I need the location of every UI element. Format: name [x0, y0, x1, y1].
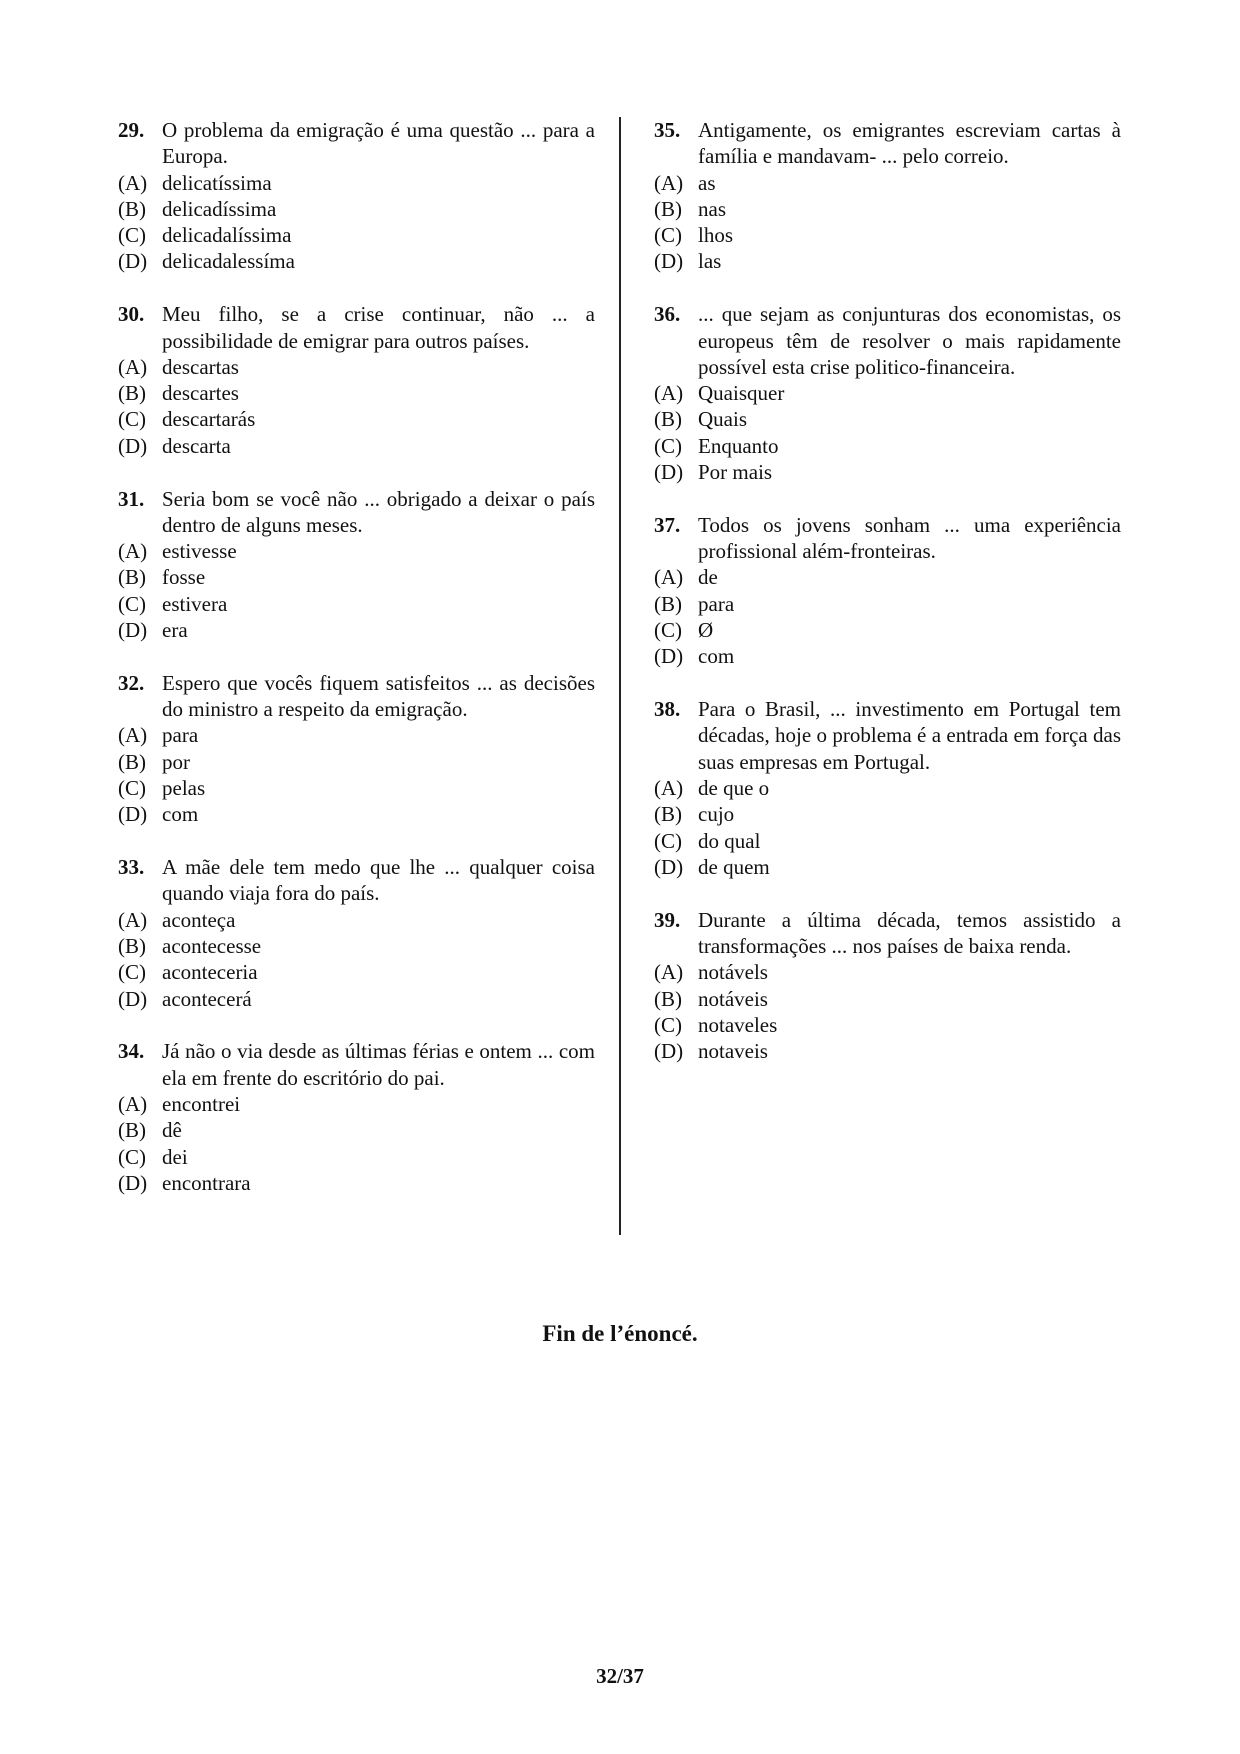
- option-b: [654, 986, 1121, 1012]
- option-text: descarta: [162, 433, 231, 458]
- option-text: Por mais: [698, 460, 773, 485]
- option-letter: (A): [118, 539, 148, 564]
- options-list: [654, 564, 1121, 669]
- option-letter: (B): [118, 934, 146, 959]
- option-text: as: [698, 170, 716, 195]
- question-number: 34.: [118, 1039, 145, 1064]
- question-number: 39.: [654, 907, 681, 932]
- option-b: [118, 1117, 595, 1143]
- option-a: [118, 1091, 595, 1117]
- option-text: delicadalíssima: [162, 223, 292, 248]
- option-b: [118, 933, 595, 959]
- option-letter: (B): [118, 196, 146, 221]
- option-letter: (A): [654, 565, 684, 590]
- option-d: [118, 801, 595, 827]
- option-letter: (B): [118, 749, 146, 774]
- option-c: [654, 1012, 1121, 1038]
- option-letter: (C): [118, 776, 146, 801]
- option-d: [654, 854, 1121, 880]
- option-letter: (D): [654, 249, 684, 274]
- option-d: [654, 459, 1121, 485]
- option-a: [118, 538, 595, 564]
- question-number: 32.: [118, 670, 145, 695]
- option-b: [118, 564, 595, 590]
- question-number: 29.: [118, 118, 145, 142]
- question-number: 33.: [118, 855, 145, 880]
- option-letter: (A): [654, 381, 684, 406]
- option-letter: (C): [118, 407, 146, 432]
- option-text: delicatíssima: [162, 170, 272, 195]
- option-text: estivera: [162, 591, 228, 616]
- left-column: [118, 117, 595, 1223]
- option-letter: (C): [654, 828, 682, 853]
- option-c: [118, 959, 595, 985]
- option-c: [118, 775, 595, 801]
- option-d: [118, 986, 595, 1012]
- question-38: [654, 696, 1121, 880]
- option-text: notávels: [698, 960, 768, 985]
- question-text: Meu filho, se a crise continuar, não ... a possibilidade de emigrar para outros países.: [162, 302, 595, 353]
- option-letter: (C): [654, 1012, 682, 1037]
- option-text: dei: [162, 1144, 188, 1169]
- option-text: notáveis: [698, 986, 768, 1011]
- option-a: [654, 380, 1121, 406]
- option-letter: (D): [654, 460, 684, 485]
- options-list: [654, 170, 1121, 275]
- question-number: 38.: [654, 697, 681, 722]
- option-text: com: [698, 644, 735, 669]
- question-29: [118, 117, 595, 275]
- option-letter: (A): [118, 1092, 148, 1116]
- column-divider: [619, 117, 621, 1235]
- option-text: pelas: [162, 776, 206, 801]
- option-letter: (C): [118, 591, 146, 616]
- option-d: [654, 248, 1121, 274]
- option-letter: (B): [654, 407, 682, 432]
- option-text: delicadíssima: [162, 196, 277, 221]
- option-c: [118, 1144, 595, 1170]
- option-letter: (B): [654, 196, 682, 221]
- options-list: [118, 722, 595, 827]
- option-letter: (C): [654, 433, 682, 458]
- option-text: descartarás: [162, 407, 256, 432]
- question-text: O problema da emigração é uma questão ... para a Europa.: [162, 118, 595, 169]
- option-letter: (A): [654, 960, 684, 985]
- option-text: lhos: [698, 223, 734, 248]
- question-text: ... que sejam as conjunturas dos economistas, os europeus têm de resolver o mais rapidamente possível esta crise politico-financeira.: [698, 302, 1121, 379]
- question-number: 35.: [654, 118, 681, 142]
- option-text: era: [162, 618, 188, 643]
- end-of-statement: Fin de l’énoncé.: [542, 1321, 698, 1346]
- option-c: [654, 222, 1121, 248]
- option-text: de quem: [698, 854, 770, 879]
- option-letter: (B): [118, 1118, 146, 1143]
- option-letter: (C): [654, 618, 682, 643]
- option-text: encontrei: [162, 1092, 241, 1116]
- option-text: Quais: [698, 407, 747, 432]
- option-d: [654, 1038, 1121, 1064]
- option-letter: (A): [118, 907, 148, 932]
- option-a: [654, 564, 1121, 590]
- question-34: [118, 1038, 595, 1196]
- option-letter: (B): [654, 986, 682, 1011]
- question-37: [654, 512, 1121, 670]
- option-a: [118, 722, 595, 748]
- option-letter: (A): [654, 776, 684, 801]
- options-list: [118, 1091, 595, 1196]
- option-text: estivesse: [162, 539, 237, 564]
- options-list: [654, 380, 1121, 485]
- option-text: de que o: [698, 776, 770, 801]
- option-letter: (D): [654, 644, 684, 669]
- option-letter: (D): [118, 249, 148, 274]
- option-text: Quaisquer: [698, 381, 785, 406]
- option-letter: (D): [118, 802, 148, 827]
- question-30: [118, 301, 595, 459]
- option-c: [654, 617, 1121, 643]
- question-text: Para o Brasil, ... investimento em Portugal tem décadas, hoje o problema é a entrada em força das suas empresas em Portugal.: [698, 697, 1121, 774]
- question-39: [654, 907, 1121, 1065]
- option-letter: (B): [118, 565, 146, 590]
- option-a: [118, 354, 595, 380]
- right-column: [654, 117, 1121, 1091]
- option-letter: (C): [118, 960, 146, 985]
- option-a: [118, 907, 595, 933]
- option-text: com: [162, 802, 199, 827]
- option-b: [654, 591, 1121, 617]
- question-text: Espero que vocês fiquem satisfeitos ... as decisões do ministro a respeito da emigração.: [162, 670, 595, 722]
- option-c: [118, 222, 595, 248]
- question-33: [118, 854, 595, 1012]
- option-b: [654, 406, 1121, 432]
- option-text: encontrara: [162, 1170, 251, 1195]
- option-c: [654, 828, 1121, 854]
- option-a: [654, 170, 1121, 196]
- option-text: aconteça: [162, 907, 236, 932]
- question-number: 31.: [118, 486, 145, 511]
- option-text: de: [698, 565, 718, 590]
- option-text: notaveles: [698, 1012, 778, 1037]
- option-text: las: [698, 249, 722, 274]
- option-text: acontecesse: [162, 934, 262, 959]
- option-letter: (A): [118, 723, 148, 748]
- option-text: cujo: [698, 802, 735, 827]
- option-text: Ø: [698, 618, 714, 643]
- question-text: Seria bom se você não ... obrigado a deixar o país dentro de alguns meses.: [162, 486, 595, 537]
- option-d: [118, 1170, 595, 1196]
- option-letter: (A): [118, 354, 148, 379]
- question-32: [118, 670, 595, 828]
- question-text: Durante a última década, temos assistido a transformações ... nos países de baixa renda.: [698, 907, 1121, 959]
- option-a: [654, 959, 1121, 985]
- option-c: [654, 433, 1121, 459]
- option-c: [118, 406, 595, 432]
- option-text: do qual: [698, 828, 761, 853]
- option-letter: (B): [118, 381, 146, 406]
- option-letter: (D): [118, 618, 148, 643]
- option-letter: (A): [654, 170, 684, 195]
- option-letter: (D): [118, 1170, 148, 1195]
- option-c: [118, 591, 595, 617]
- option-text: fosse: [162, 565, 206, 590]
- options-list: [118, 170, 595, 275]
- option-a: [654, 775, 1121, 801]
- option-text: nas: [698, 196, 726, 221]
- option-a: [118, 170, 595, 196]
- option-text: para: [698, 591, 735, 616]
- question-text: A mãe dele tem medo que lhe ... qualquer coisa quando viaja fora do país.: [162, 855, 595, 906]
- option-letter: (D): [654, 854, 684, 879]
- option-text: por: [162, 749, 190, 774]
- options-list: [118, 907, 595, 1012]
- option-letter: (A): [118, 170, 148, 195]
- option-d: [118, 248, 595, 274]
- option-text: Enquanto: [698, 433, 779, 458]
- option-letter: (D): [118, 433, 148, 458]
- option-text: acontecerá: [162, 986, 252, 1011]
- option-b: [118, 380, 595, 406]
- options-list: [654, 959, 1121, 1064]
- question-number: 37.: [654, 512, 681, 537]
- option-letter: (C): [118, 223, 146, 248]
- page-number: 32/37: [596, 1664, 644, 1688]
- options-list: [654, 775, 1121, 880]
- option-text: para: [162, 723, 199, 748]
- option-b: [118, 196, 595, 222]
- question-text: Antigamente, os emigrantes escreviam cartas à família e mandavam- ... pelo correio.: [698, 118, 1121, 169]
- option-d: [654, 643, 1121, 669]
- options-list: [118, 354, 595, 459]
- option-text: descartas: [162, 354, 239, 379]
- option-letter: (C): [118, 1144, 146, 1169]
- question-text: Já não o via desde as últimas férias e ontem ... com ela em frente do escritório do pai.: [162, 1039, 595, 1090]
- option-d: [118, 433, 595, 459]
- question-36: [654, 301, 1121, 485]
- question-number: 30.: [118, 302, 145, 327]
- option-text: delicadalessíma: [162, 249, 295, 274]
- option-b: [118, 749, 595, 775]
- question-number: 36.: [654, 302, 681, 327]
- options-list: [118, 538, 595, 643]
- option-letter: (D): [118, 986, 148, 1011]
- option-letter: (B): [654, 591, 682, 616]
- option-text: dê: [162, 1118, 182, 1143]
- option-text: descartes: [162, 381, 239, 406]
- option-b: [654, 196, 1121, 222]
- option-text: notaveis: [698, 1039, 768, 1064]
- question-31: [118, 486, 595, 644]
- option-letter: (D): [654, 1039, 684, 1064]
- option-text: aconteceria: [162, 960, 258, 985]
- option-letter: (C): [654, 223, 682, 248]
- option-d: [118, 617, 595, 643]
- question-text: Todos os jovens sonham ... uma experiência profissional além-fronteiras.: [698, 512, 1121, 564]
- option-b: [654, 801, 1121, 827]
- option-letter: (B): [654, 802, 682, 827]
- question-35: [654, 117, 1121, 275]
